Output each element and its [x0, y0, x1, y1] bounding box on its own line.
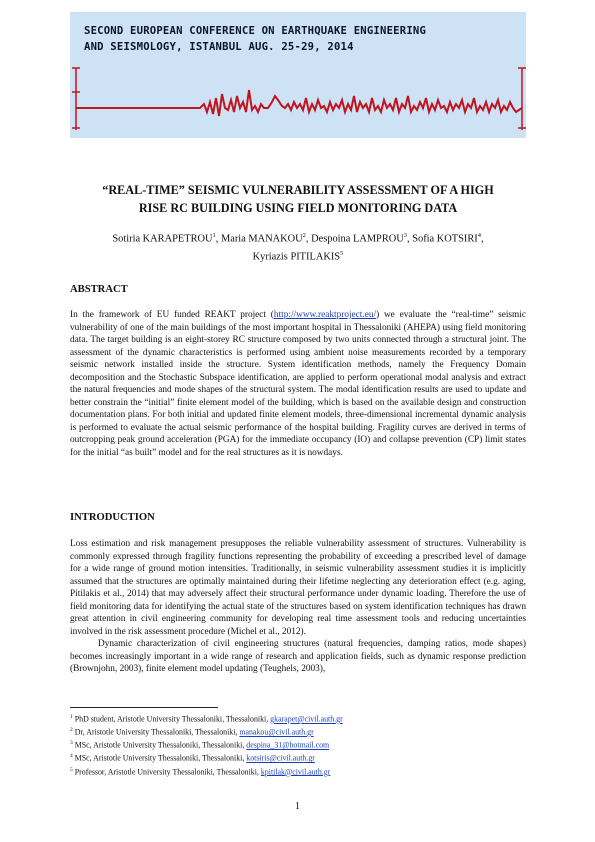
- footnote-item: [70, 712, 526, 725]
- footnote-mark: 2: [70, 727, 73, 734]
- footnote-mark: 3: [70, 740, 73, 747]
- author-separator: ,: [407, 233, 413, 245]
- footnote-email-link[interactable]: kpitilak@civil.auth.gr: [260, 767, 331, 777]
- footnote-item: [70, 738, 526, 751]
- author-line-2: [70, 246, 526, 264]
- footnote-divider: [70, 707, 218, 708]
- paper-title-line2: RISE RC BUILDING USING FIELD MONITORING DATA: [138, 201, 458, 215]
- author-name: Despoina LAMPROU: [311, 233, 404, 245]
- footnote-email-link[interactable]: manakou@civil.auth.gr: [239, 727, 314, 737]
- introduction-paragraph: Dynamic characterization of civil engineering structures (natural frequencies, damping ratios, mode shapes) becomes increasingly important in a wide range of research and application fields, such as dynamic response prediction (Brownjohn, 2003), finite element model updating (Teughels, 2003),: [70, 639, 526, 674]
- author-affiliation-mark: 5: [340, 250, 344, 258]
- introduction-heading: INTRODUCTION: [70, 512, 155, 523]
- author-name: Kyriazis PITILAKIS: [252, 251, 341, 263]
- seismogram-trace: [76, 90, 522, 116]
- footnote-email-link[interactable]: kotsiris@civil.auth.gr: [246, 754, 315, 763]
- author-affiliation-mark: 4: [477, 232, 481, 239]
- author-separator: ,: [481, 233, 484, 245]
- footnote-item: [70, 751, 526, 764]
- abstract-text-rest: ) we evaluate the “real-time” seismic vulnerability of one of the main buildings of the most important hospital in Thessaloniki (AHEPA) using field monitoring data. The target building is an eight-storey RC structure composed by two units connected through a structural joint. The assessment of the dynamic characteristics is performed using ambient noise measurements recorded by a temporary seismic network installed inside the structure. System identification methods, namely the Frequency Domain decomposition and the Stochastic Subspace identification, are applied to perform operational modal analysis and extract the natural frequencies and mode shapes of the structural system. The modal identification results are used to update and better constrain the “initial” finite element model of the building, which is based on the available design and construction documentation plans. For both initial and updated finite element models, three-dimensional incremental dynamic analysis is performed to evaluate the actual seismic performance of the hospital building. Fragility curves are derived in terms of outcropping peak ground acceleration (PGA) for the immediate occupancy (IO) and collapse prevention (CP) limit states for the initial “as built” model and for the real structures as it is nowdays.: [70, 310, 526, 458]
- page-number: 1: [295, 801, 300, 812]
- footnote-item: [70, 725, 526, 738]
- author-separator: ,: [305, 233, 312, 245]
- seismogram-graphic: [70, 12, 526, 138]
- author-list: [70, 228, 526, 265]
- author-affiliation-mark: 1: [212, 232, 216, 239]
- author-name: Maria MANAKOU: [221, 233, 303, 245]
- conference-banner: [70, 12, 526, 138]
- author-name: Sotiria KARAPETROU: [112, 233, 213, 245]
- footnote-email-link[interactable]: despina_31@hotmail.com: [246, 740, 330, 750]
- introduction-paragraph: Loss estimation and risk management presupposes the reliable vulnerability assessment of structures. Vulnerability is commonly expressed through fragility functions representing the probability of exceeding a prescribed level of damage for a wide range of ground motion intensities. Traditionally, in seismic vulnerability assessment studies it is implicitly assumed that the structures are optimally maintained during their lifetime neglecting any deterioration effect (e.g. aging, Pitilakis et al., 2014) that may adversely affect their structural performance under dynamic loading. Therefore the use of field monitoring data for identifying the actual state of the structures based on system identification techniques has drawn great attention in civil engineering community for developing real time assessment tools and reducing uncertainties involved in the risk assessment procedure (Michel et al., 2012).: [70, 539, 526, 637]
- conference-title-line2: AND SEISMOLOGY, ISTANBUL AUG. 25-29, 2014: [84, 41, 354, 53]
- footnote-text: Professor, Aristotle University Thessaloniki, Thessaloniki,: [74, 767, 261, 777]
- abstract-text-start: In the framework of EU funded REAKT project (: [70, 310, 274, 320]
- conference-title-line1: SECOND EUROPEAN CONFERENCE ON EARTHQUAKE ENGINEERING: [84, 25, 427, 37]
- author-affiliation-mark: 2: [302, 232, 306, 239]
- footnote-mark: 5: [70, 766, 73, 773]
- abstract-body: [70, 309, 526, 459]
- paper-title-line1: “REAL-TIME” SEISMIC VULNERABILITY ASSESSMENT OF A HIGH: [102, 183, 494, 197]
- reakt-project-link[interactable]: http://www.reaktproject.eu/: [273, 310, 377, 320]
- footnote-text: MSc, Aristotle University Thessaloniki, Thessaloniki,: [74, 740, 247, 750]
- footnote-mark: 4: [70, 753, 73, 760]
- footnote-email-link[interactable]: gkarapet@civil.auth.gr: [270, 714, 343, 724]
- author-separator: ,: [215, 233, 221, 245]
- footnotes: [70, 712, 526, 778]
- author-line-1: [70, 228, 526, 246]
- footnote-text: PhD student, Aristotle University Thessaloniki, Thessaloniki,: [74, 714, 271, 724]
- author-affiliation-mark: 3: [403, 232, 408, 239]
- footnote-text: Dr, Aristotle University Thessaloniki, Thessaloniki,: [74, 727, 240, 737]
- paper-title: [70, 181, 526, 217]
- introduction-body: [70, 538, 526, 676]
- footnote-text: MSc, Aristotle University Thessaloniki, Thessaloniki,: [74, 754, 247, 763]
- abstract-heading: ABSTRACT: [70, 284, 128, 295]
- footnote-mark: 1: [70, 714, 73, 720]
- author-name: Sofia KOTSIRI: [412, 233, 478, 245]
- footnote-item: [70, 765, 526, 778]
